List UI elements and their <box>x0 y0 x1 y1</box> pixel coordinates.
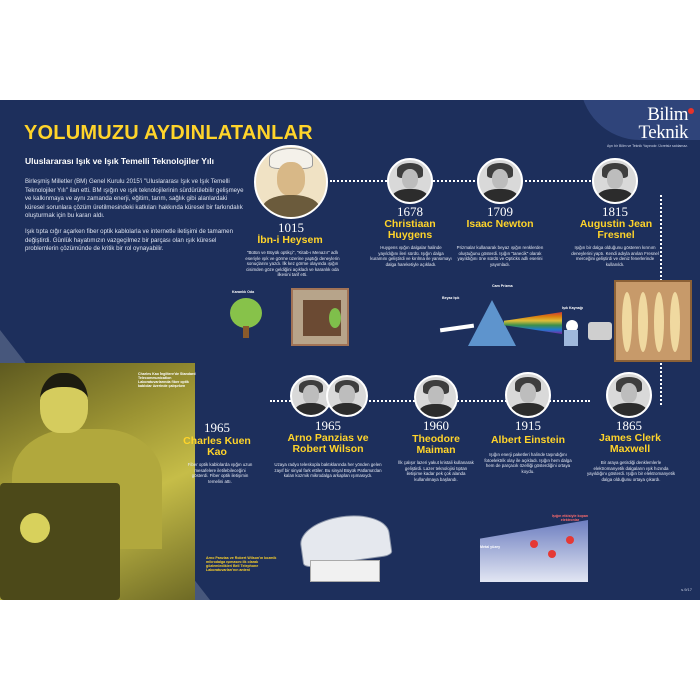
electron-2 <box>548 550 556 558</box>
poster-title: YOLUMUZU AYDINLATANLAR <box>24 122 313 144</box>
name-ibn-heysem: İbn-i Heysem <box>257 234 323 246</box>
electron-3 <box>566 536 574 544</box>
name-einstein: Albert Einstein <box>490 434 566 446</box>
intro-paragraph-1: Birleşmiş Milletler (BM) Genel Kurulu 2015'i "Uluslararası Işık ve Işık Temelli Teknolojiler Yılı" ilan etti. BM ışığın ve ışık teknolojilerinin sürdürülebilir gelişmeye ve kalkınmaya ve aynı zamanda enerji, eğitim, tarım, sağlık gibi alanlardaki küresel sorunlara çözüm üretilmesindeki katkıları hakkında küresel bir farkındalık oluşturmak için bu kararı aldı. <box>25 178 244 220</box>
face-shape <box>621 383 638 403</box>
year-einstein: 1915 <box>515 418 541 433</box>
intro-paragraph-2: Işık tıpta cığır açarken fiber optik kablolarla ve internetle iletişimi de tamamen değiştirdi. Günlük hayatımızın vazgeçilmez bir parçası olan ışık küresel problemlerin çözümünde de kritik bir rol oynayabilir. <box>25 227 233 253</box>
shoulders-shape <box>611 403 646 418</box>
face-shape <box>607 169 624 189</box>
machine-dial <box>20 513 50 543</box>
camera-image <box>329 308 341 328</box>
name-kao: Charles Kuen Kao <box>183 435 251 458</box>
caption-metal-yuzey: Metal yüzey <box>480 545 501 549</box>
lamp-stand <box>564 330 578 346</box>
face-shape <box>339 385 354 403</box>
shoulders-shape <box>510 403 545 418</box>
caption-karanlik-oda: Karanlık Oda <box>232 290 255 294</box>
name-maxwell: James Clerk Maxwell <box>599 432 661 455</box>
portrait-fresnel <box>592 158 638 204</box>
caption-isik-kaynagi: Işık Kaynağı <box>562 306 583 310</box>
photoelectric-illustration <box>480 520 588 582</box>
portrait-ibn-heysem <box>254 145 328 219</box>
face-shape <box>402 169 419 189</box>
year-newton: 1709 <box>487 204 513 219</box>
desc-maiman: İlk çalışır lazeri yakut kristali kullanarak geliştirdi. Lazer teknolojisi tıptan iletişime kadar pek çok alanda kullanılmaya başlandı. <box>398 460 474 482</box>
portrait-maxwell <box>606 372 652 418</box>
shoulders-shape <box>482 189 517 204</box>
name-newton: Isaac Newton <box>466 218 534 230</box>
caption-bell-anteni: Arno Panzias ve Robert Wilson'ın kozmik mikrodalga ışımasını ilk olarak gözlemledikleri Bell Telephone Laboratuvarları'nın anteni <box>206 556 277 572</box>
antenna-base <box>310 560 380 582</box>
shoulders-shape <box>597 189 632 204</box>
shoulders-shape <box>262 195 321 219</box>
fringe-4 <box>670 292 680 352</box>
desc-ibn-heysem: "Bütün ve Büyük optikçi", "Kitab-ı Menazır" adlı eseriyle ışık ve görme üzerine yaptığı deneylerin sonuçlarını yazdı. İlk kez görme olayında ışığın cisimden göze geldiğini açıkladı ve karanlık oda ilkesini tarif etti. <box>245 250 340 278</box>
desc-fresnel: Işığın bir dalga olduğunu gösteren kırınım deneylerini yaptı. Kendi adıyla anılan Fresnel merceğini geliştirdi ve deniz fenerlerinde kullanıldı. <box>571 245 659 267</box>
year-fresnel: 1815 <box>602 204 628 219</box>
face-shape <box>520 383 537 403</box>
caption-cam-prizma: Cam Prizma <box>492 284 513 288</box>
brand-line1: Bilim <box>647 104 688 125</box>
face-shape <box>428 386 444 405</box>
fringe-2 <box>638 292 648 352</box>
tree-trunk <box>243 326 249 338</box>
page-number: s.9/17 <box>681 587 692 592</box>
tree-crown <box>230 298 262 328</box>
portrait-maiman <box>414 375 458 419</box>
face-shape <box>492 169 509 189</box>
year-maiman: 1960 <box>423 418 449 433</box>
shoulders-shape <box>295 403 327 417</box>
portrait-newton <box>477 158 523 204</box>
name-huygens: Christiaan Huygens <box>384 218 436 241</box>
year-panzias-wilson: 1965 <box>315 418 341 433</box>
brand-line2: Teknik <box>638 122 688 143</box>
shoulders-shape <box>331 403 363 417</box>
desc-panzias-wilson: Uzaya radyo teleskopla baktıklarında her yönden gelen zayıf bir sinyal fark ettiler. Bu sinyal Büyük Patlama'dan kalan kozmik mikrodalga arkaplan ışımasıydı. <box>274 462 382 479</box>
name-fresnel: Augustin Jean Fresnel <box>579 218 653 241</box>
desc-kao: Fiber optik kablolarda ışığın uzun mesafelere iletilebileceğini gösterdi. Fiber optik iletişimin temelini attı. <box>187 462 253 484</box>
camera-obscura-illustration <box>277 280 351 350</box>
photo-charles-kao <box>0 363 195 600</box>
fringe-3 <box>654 292 664 352</box>
desc-newton: Prizmalar kullanarak beyaz ışığın renklerden oluştuğunu gösterdi. Işığın "tanecik" olarak yayıldığını öne sürdü ve Opticks adlı eserini yayımladı. <box>456 245 544 267</box>
caption-kao: Charles Kao İngiltere'de Standard Telecommunication Laboratuvarlarında fiber optik kablolar üzerinde çalışırken <box>138 372 196 388</box>
shoulders-shape <box>419 404 453 419</box>
poster <box>0 100 700 600</box>
year-ibn-heysem: 1015 <box>278 220 304 235</box>
kao-head <box>40 373 88 433</box>
face-shape <box>303 385 318 403</box>
diffraction-screen <box>614 280 692 362</box>
name-panzias-wilson: Arno Panzias ve Robert Wilson <box>287 432 369 455</box>
brand-dot-icon <box>688 108 694 114</box>
electron-1 <box>530 540 538 548</box>
caption-kopan-elektronlar: Işığın etkisiyle kopan elektronlar <box>551 514 589 522</box>
portrait-einstein <box>505 372 551 418</box>
lab-machine <box>0 483 120 600</box>
desc-maxwell: Bir araya getirdiği denklemlerle elektromanyetik dalgaların ışık hızında yayıldığını gösterdi. Işığın bir elektromanyetik dalga olduğunu ortaya çıkardı. <box>586 460 676 482</box>
lamp-illustration <box>562 320 580 346</box>
desc-huygens: Huygens ışığın dalgalar halinde yayıldığını ileri sürdü. Işığın dalga kuramını geliştirdi ve kırılma ile yansımayı dalga hareketiyle açıkladı. <box>370 245 452 267</box>
intro-text <box>25 178 247 261</box>
poster-subtitle: Uluslararası Işık ve Işık Temelli Teknolojiler Yılı <box>25 156 214 166</box>
portrait-huygens <box>387 158 433 204</box>
fringe-1 <box>622 292 632 352</box>
portrait-wilson <box>326 375 368 417</box>
name-maiman: Theodore Maiman <box>412 433 460 456</box>
horn-antenna-illustration <box>290 516 390 586</box>
brand-tagline: Ayrı bir Bilim ve Teknik Yayınıdır. Ücretsiz satılamaz. <box>606 144 688 148</box>
year-kao: 1965 <box>204 420 230 435</box>
timeline-line-top <box>330 180 610 182</box>
slit-screen <box>588 322 612 340</box>
year-maxwell: 1865 <box>616 418 642 433</box>
tree-illustration <box>230 298 262 338</box>
brand-logo <box>607 106 688 148</box>
caption-beyaz-isik: Beyaz Işık <box>442 296 460 300</box>
desc-einstein: Işığın enerji paketleri halinde taşındığını fotoelektrik olay ile açıkladı. Işığın hem dalga hem de parçacık özelliği gösterdiğini ortaya koydu. <box>484 452 572 474</box>
year-huygens: 1678 <box>397 204 423 219</box>
face-shape <box>277 162 305 196</box>
shoulders-shape <box>392 189 427 204</box>
